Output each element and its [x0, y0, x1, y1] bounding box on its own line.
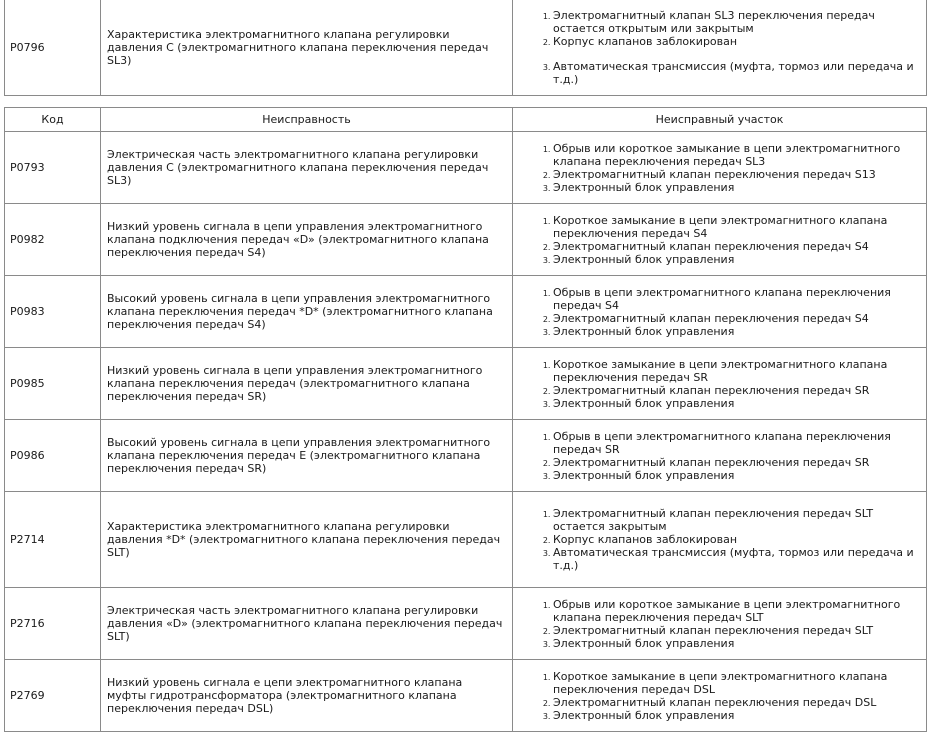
list-item: 2. Электромагнитный клапан переключения передач SR — [553, 456, 920, 469]
fault-area — [513, 348, 927, 420]
top-fault-table — [4, 0, 927, 96]
table-row — [5, 348, 927, 420]
header-code: Код — [5, 108, 101, 132]
list-item: 1. Короткое замыкание в цепи электромагнитного клапана переключения передач DSL — [553, 670, 920, 696]
table-row — [5, 132, 927, 204]
fault-area-list — [519, 598, 920, 650]
list-item: 1. Электромагнитный клапан SL3 переключения передач остается открытым или закрытым — [553, 9, 920, 35]
fault-code: P2714 — [5, 492, 101, 588]
fault-area — [513, 492, 927, 588]
list-item: 2. Электромагнитный клапан переключения передач SR — [553, 384, 920, 397]
table-row — [5, 276, 927, 348]
table-row — [5, 492, 927, 588]
fault-area-list — [519, 9, 920, 86]
list-item: 1. Обрыв в цепи электромагнитного клапана переключения передач SR — [553, 430, 920, 456]
list-item: 1. Обрыв или короткое замыкание в цепи электромагнитного клапана переключения передач SLT — [553, 598, 920, 624]
fault-area — [513, 588, 927, 660]
list-item: 1. Обрыв в цепи электромагнитного клапана переключения передач S4 — [553, 286, 920, 312]
fault-area-list — [519, 670, 920, 722]
fault-area-list — [519, 507, 920, 572]
header-fault: Неисправность — [101, 108, 513, 132]
fault-code: P0793 — [5, 132, 101, 204]
list-item: 1. Электромагнитный клапан переключения передач SLT остается закрытым — [553, 507, 920, 533]
list-item: 2. Электромагнитный клапан переключения передач S4 — [553, 240, 920, 253]
list-item: 3. Автоматическая трансмиссия (муфта, тормоз или передача и т.д.) — [553, 60, 920, 86]
fault-area-list — [519, 214, 920, 266]
fault-description: Высокий уровень сигнала в цепи управления электромагнитного клапана переключения передач *D* (электромагнитного клапана переключения передач S4) — [101, 276, 513, 348]
list-item: 3. Электронный блок управления — [553, 469, 920, 482]
list-item: 3. Электронный блок управления — [553, 325, 920, 338]
list-item: 2. Корпус клапанов заблокирован — [553, 35, 920, 48]
list-item: 2. Электромагнитный клапан переключения передач SLT — [553, 624, 920, 637]
list-item: 3. Электронный блок управления — [553, 253, 920, 266]
fault-area — [513, 276, 927, 348]
table-row — [5, 204, 927, 276]
fault-area-list — [519, 430, 920, 482]
list-item: 1. Короткое замыкание в цепи электромагнитного клапана переключения передач SR — [553, 358, 920, 384]
table-row — [5, 0, 927, 96]
fault-code: P0985 — [5, 348, 101, 420]
fault-code: P0983 — [5, 276, 101, 348]
list-item: 1. Короткое замыкание в цепи электромагнитного клапана переключения передач S4 — [553, 214, 920, 240]
fault-code: P0986 — [5, 420, 101, 492]
fault-area-list — [519, 358, 920, 410]
table-header-row — [5, 108, 927, 132]
fault-description: Высокий уровень сигнала в цепи управления электромагнитного клапана переключения передач Е (электромагнитного клапана переключения передач SR) — [101, 420, 513, 492]
fault-code: P2716 — [5, 588, 101, 660]
fault-area — [513, 132, 927, 204]
list-item: 3. Электронный блок управления — [553, 181, 920, 194]
table-row — [5, 420, 927, 492]
fault-area-list — [519, 286, 920, 338]
fault-description: Характеристика электромагнитного клапана регулировки давления *D* (электромагнитного клапана переключения передач SLT) — [101, 492, 513, 588]
fault-description: Низкий уровень сигнала в цепи управления электромагнитного клапана подключения передач «D» (электромагнитного клапана переключения передач S4) — [101, 204, 513, 276]
table-row — [5, 660, 927, 732]
fault-area — [513, 204, 927, 276]
fault-description: Низкий уровень сигнала е цепи электромагнитного клапана муфты гидротрансформатора (электромагнитного клапана переключения передач DSL) — [101, 660, 513, 732]
fault-area-list — [519, 142, 920, 194]
list-item: 2. Электромагнитный клапан переключения передач DSL — [553, 696, 920, 709]
list-item: 3. Электронный блок управления — [553, 397, 920, 410]
fault-code: P0796 — [5, 0, 101, 96]
fault-description: Электрическая часть электромагнитного клапана регулировки давления «D» (электромагнитного клапана переключения передач SLT) — [101, 588, 513, 660]
fault-area — [513, 660, 927, 732]
list-item: 2. Электромагнитный клапан переключения передач S13 — [553, 168, 920, 181]
fault-code: P0982 — [5, 204, 101, 276]
table-row — [5, 588, 927, 660]
fault-description: Электрическая часть электромагнитного клапана регулировки давления С (электромагнитного клапана переключения передач SL3) — [101, 132, 513, 204]
fault-code: P2769 — [5, 660, 101, 732]
list-item: 3. Электронный блок управления — [553, 637, 920, 650]
list-item: 2. Электромагнитный клапан переключения передач S4 — [553, 312, 920, 325]
fault-area — [513, 0, 927, 96]
fault-description: Характеристика электромагнитного клапана регулировки давления С (электромагнитного клапана переключения передач SL3) — [101, 0, 513, 96]
list-item: 3. Автоматическая трансмиссия (муфта, тормоз или передача и т.д.) — [553, 546, 920, 572]
header-area: Неисправный участок — [513, 108, 927, 132]
fault-code-table — [4, 107, 927, 732]
list-item: 2. Корпус клапанов заблокирован — [553, 533, 920, 546]
list-item: 3. Электронный блок управления — [553, 709, 920, 722]
fault-area — [513, 420, 927, 492]
list-item: 1. Обрыв или короткое замыкание в цепи электромагнитного клапана переключения передач SL3 — [553, 142, 920, 168]
fault-description: Низкий уровень сигнала в цепи управления электромагнитного клапана переключения передач (электромагнитного клапана переключения передач SR) — [101, 348, 513, 420]
